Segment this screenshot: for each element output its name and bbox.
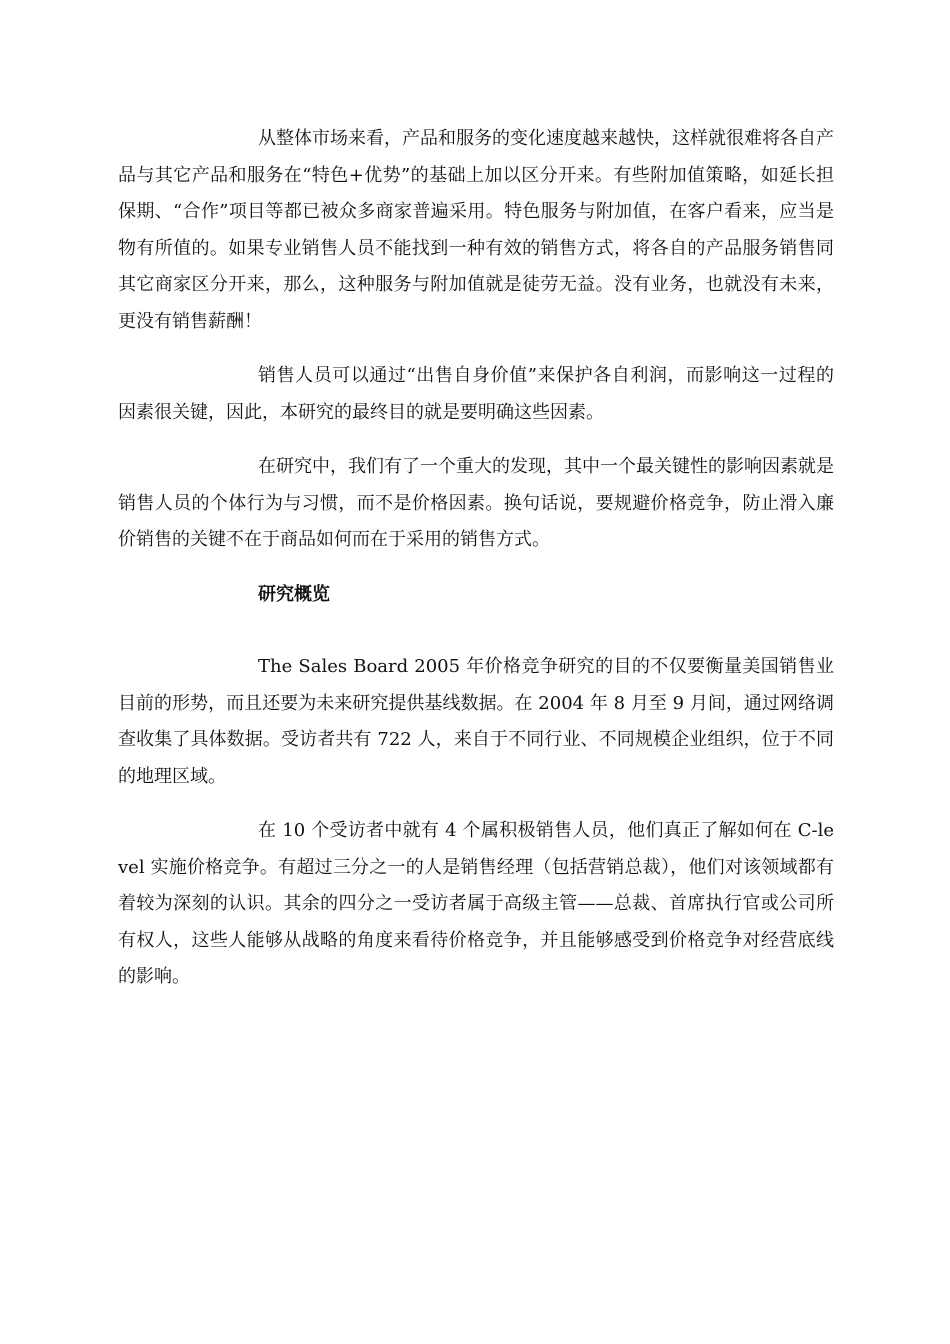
paragraph-study-purpose: The Sales Board 2005 年价格竞争研究的目的不仅要衡量美国销售业目前的形势，而且还要为未来研究提供基线数据。在 2004 年 8 月至 9 月间，通过网络调查收集了具体数据。受访者共有 722 人，来自于不同行业、不同规模企业组织，位于不同的地理区域。	[118, 656, 834, 787]
paragraph-respondents: 在 10 个受访者中就有 4 个属积极销售人员，他们真正了解如何在 C-level 实施价格竞争。有超过三分之一的人是销售经理（包括营销总裁），他们对该领域都有着较为深刻的认识。其余的四分之一受访者属于高级主管——总裁、首席执行官或公司所有权人，这些人能够从战略的角度来看待价格竞争，并且能够感受到价格竞争对经营底线的影响。	[118, 820, 834, 987]
paragraph-market-overview: 从整体市场来看，产品和服务的变化速度越来越快，这样就很难将各自产品与其它产品和服务在“特色+优势”的基础上加以区分开来。有些附加值策略，如延长担保期、“合作”项目等都已被众多商家普遍采用。特色服务与附加值，在客户看来，应当是物有所值的。如果专业销售人员不能找到一种有效的销售方式，将各自的产品服务销售同其它商家区分开来，那么，这种服务与附加值就是徒劳无益。没有业务，也就没有未来，更没有销售薪酬！	[118, 128, 834, 332]
document-body	[118, 121, 834, 1014]
section-heading: 研究概览	[258, 583, 330, 605]
paragraph-key-finding: 在研究中，我们有了一个重大的发现，其中一个最关键性的影响因素就是销售人员的个体行为与习惯，而不是价格因素。换句话说，要规避价格竞争，防止滑入廉价销售的关键不在于商品如何而在于采用的销售方式。	[118, 456, 834, 550]
paragraph-sell-value: 销售人员可以通过“出售自身价值”来保护各自利润，而影响这一过程的因素很关键，因此，本研究的最终目的就是要明确这些因素。	[118, 365, 834, 423]
